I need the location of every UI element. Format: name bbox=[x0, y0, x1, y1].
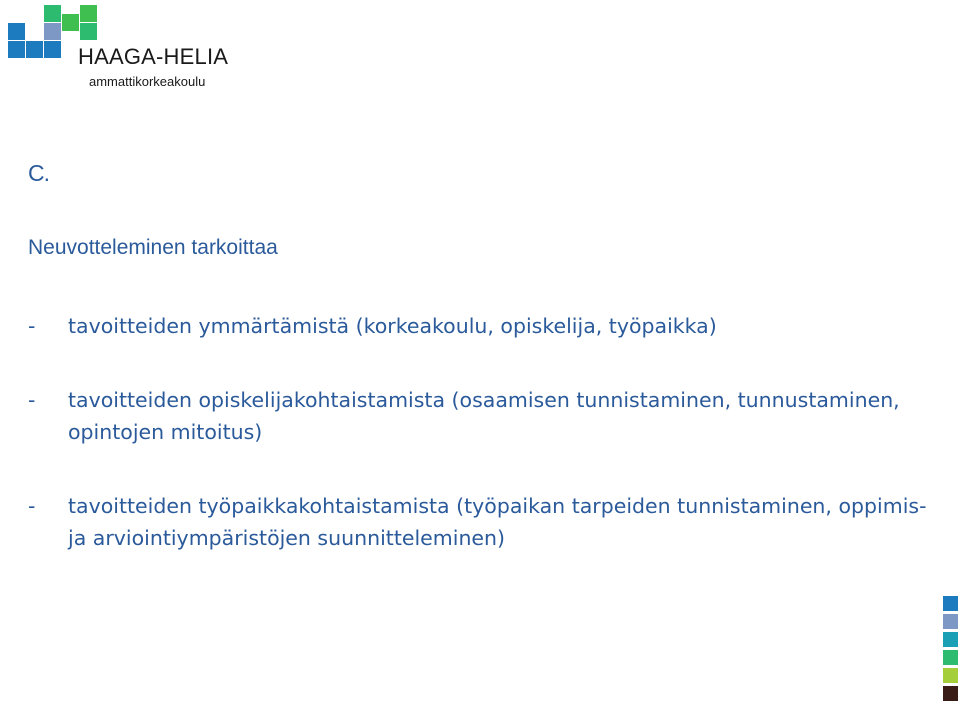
bullet-list bbox=[28, 310, 948, 554]
bullet-text: tavoitteiden ymmärtämistä (korkeakoulu, opiskelija, työpaikka) bbox=[68, 314, 717, 338]
bullet-marker: - bbox=[28, 314, 36, 338]
deco-square bbox=[943, 596, 958, 611]
haaga-helia-logo bbox=[0, 0, 240, 100]
bullet-item bbox=[28, 384, 948, 448]
bullet-item bbox=[28, 310, 948, 342]
bullet-marker: - bbox=[28, 494, 36, 518]
logo-square bbox=[62, 14, 79, 31]
decorative-squares-icon bbox=[942, 595, 960, 703]
logo-square bbox=[8, 41, 25, 58]
deco-square bbox=[943, 614, 958, 629]
logo-square bbox=[44, 23, 61, 40]
deco-square bbox=[943, 668, 958, 683]
deco-square bbox=[943, 632, 958, 647]
logo-subtitle: ammattikorkeakoulu bbox=[89, 74, 206, 89]
logo-square bbox=[44, 41, 61, 58]
deco-square bbox=[943, 650, 958, 665]
logo-square bbox=[80, 23, 97, 40]
bullet-text: tavoitteiden opiskelijakohtaistamista (osaamisen tunnistaminen, tunnustaminen, opintojen mitoitus) bbox=[68, 388, 900, 444]
logo-square bbox=[8, 23, 25, 40]
slide-heading: Neuvotteleminen tarkoittaa bbox=[28, 236, 278, 259]
logo-square bbox=[44, 5, 61, 22]
logo-square bbox=[26, 41, 43, 58]
section-letter: C. bbox=[28, 160, 49, 186]
logo-square bbox=[80, 5, 97, 22]
bullet-marker: - bbox=[28, 388, 36, 412]
deco-square bbox=[943, 686, 958, 701]
logo-name: HAAGA-HELIA bbox=[78, 44, 229, 69]
bullet-item bbox=[28, 490, 948, 554]
bullet-text: tavoitteiden työpaikkakohtaistamista (työpaikan tarpeiden tunnistaminen, oppimis- ja arviointiympäristöjen suunnitteleminen) bbox=[68, 494, 927, 550]
